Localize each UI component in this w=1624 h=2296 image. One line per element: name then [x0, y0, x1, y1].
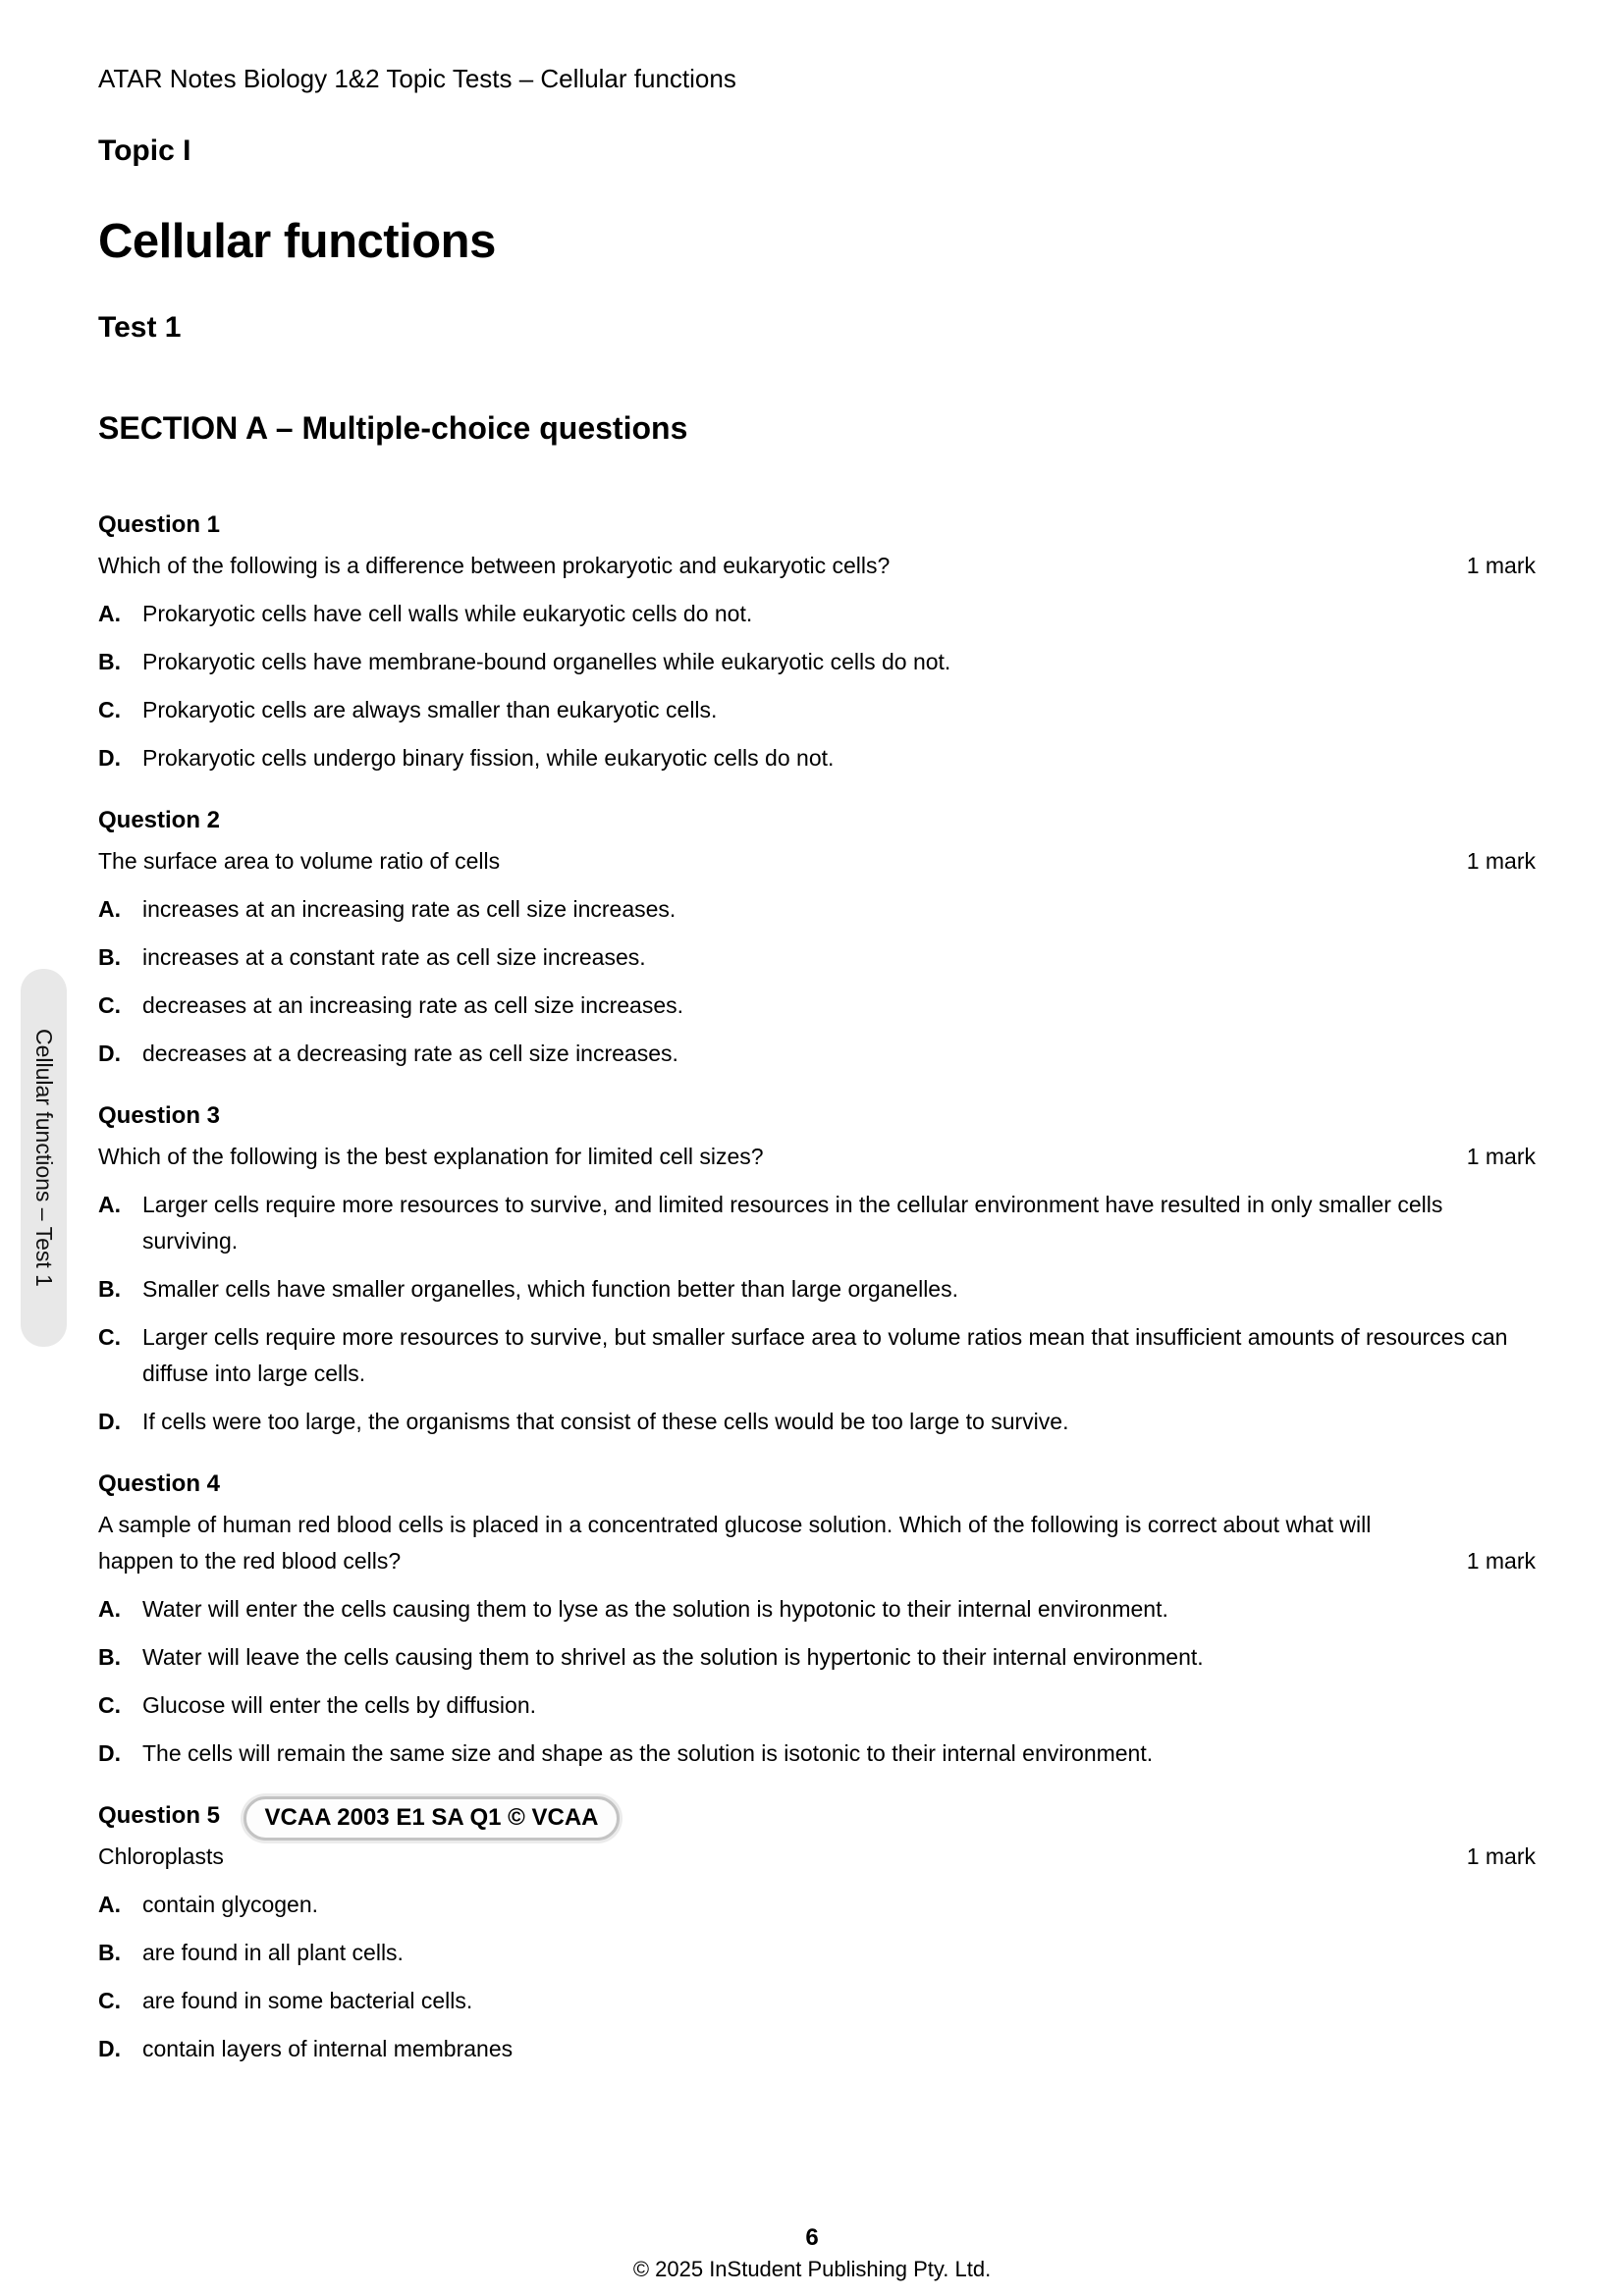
option-text: Water will enter the cells causing them to lyse as the solution is hypotonic to their internal environment.	[142, 1596, 1168, 1622]
section-heading: SECTION A – Multiple-choice questions	[98, 410, 688, 446]
option-text: contain glycogen.	[142, 1892, 319, 1917]
option-a	[98, 1887, 1536, 1923]
option-d	[98, 1735, 1536, 1772]
option-text: Prokaryotic cells have cell walls while eukaryotic cells do not.	[142, 601, 753, 626]
question-3-stem: Which of the following is the best explanation for limited cell sizes?	[98, 1144, 764, 1169]
copyright-line: © 2025 InStudent Publishing Pty. Ltd.	[632, 2257, 992, 2281]
option-d	[98, 1036, 1536, 1072]
option-letter: B.	[98, 944, 121, 970]
option-c	[98, 1983, 1536, 2019]
option-letter: C.	[98, 992, 121, 1018]
option-a	[98, 891, 1536, 928]
option-a	[98, 1187, 1536, 1259]
option-d	[98, 1404, 1536, 1440]
option-b	[98, 939, 1536, 976]
option-letter: D.	[98, 1740, 121, 1766]
page-title: Cellular functions	[98, 215, 496, 268]
option-text: decreases at an increasing rate as cell size increases.	[142, 992, 684, 1018]
option-c	[98, 988, 1536, 1024]
option-letter: A.	[98, 1892, 121, 1917]
question-1-stem: Which of the following is a difference between prokaryotic and eukaryotic cells?	[98, 553, 891, 578]
question-3-options	[98, 1187, 1536, 1440]
option-c	[98, 1319, 1536, 1392]
option-letter: D.	[98, 2036, 121, 2061]
question-5-marks: 1 mark	[1466, 1843, 1536, 1869]
topic-label: Topic I	[98, 134, 191, 167]
page-number: 6	[805, 2224, 819, 2251]
option-letter: D.	[98, 1041, 121, 1066]
option-text: Larger cells require more resources to survive, and limited resources in the cellular environment have resulted in only smaller cells surviving.	[142, 1192, 1443, 1254]
option-text: If cells were too large, the organisms that consist of these cells would be too large to survive.	[142, 1409, 1069, 1434]
page-footer	[0, 2224, 1624, 2282]
question-2-stem: The surface area to volume ratio of cells	[98, 848, 501, 874]
option-letter: A.	[98, 1192, 121, 1217]
option-text: Larger cells require more resources to survive, but smaller surface area to volume ratios mean that insufficient amounts of resources can diffuse into large cells.	[142, 1324, 1508, 1386]
option-text: decreases at a decreasing rate as cell size increases.	[142, 1041, 678, 1066]
question-2-options	[98, 891, 1536, 1072]
option-text: Prokaryotic cells undergo binary fission, while eukaryotic cells do not.	[142, 745, 835, 771]
running-head: ATAR Notes Biology 1&2 Topic Tests – Cellular functions	[98, 64, 736, 93]
option-letter: D.	[98, 745, 121, 771]
option-letter: A.	[98, 1596, 121, 1622]
question-4-marks: 1 mark	[1466, 1548, 1536, 1574]
question-5-block	[98, 1801, 1536, 2067]
question-1-label: Question 1	[98, 511, 221, 538]
question-5-label: Question 5	[98, 1802, 221, 1829]
option-d	[98, 740, 1536, 776]
option-a	[98, 596, 1536, 632]
option-b	[98, 1639, 1536, 1676]
option-text: increases at an increasing rate as cell size increases.	[142, 896, 677, 922]
question-4-label: Question 4	[98, 1470, 221, 1497]
option-letter: C.	[98, 1988, 121, 2013]
question-4-options	[98, 1591, 1536, 1772]
option-b	[98, 1271, 1536, 1308]
option-d	[98, 2031, 1536, 2067]
option-text: contain layers of internal membranes	[142, 2036, 514, 2061]
option-text: Prokaryotic cells are always smaller than eukaryotic cells.	[142, 697, 718, 722]
option-letter: C.	[98, 1324, 121, 1350]
side-tab-label: Cellular functions – Test 1	[31, 1029, 57, 1287]
source-badge: VCAA 2003 E1 SA Q1 © VCAA	[244, 1796, 619, 1841]
option-b	[98, 644, 1536, 680]
option-text: are found in all plant cells.	[142, 1940, 404, 1965]
question-1-marks: 1 mark	[1466, 553, 1536, 578]
option-letter: C.	[98, 697, 121, 722]
option-text: Glucose will enter the cells by diffusion.	[142, 1692, 536, 1718]
question-2-label: Question 2	[98, 807, 221, 833]
option-text: increases at a constant rate as cell size increases.	[142, 944, 646, 970]
option-c	[98, 692, 1536, 728]
option-text: Water will leave the cells causing them to shrivel as the solution is hypertonic to their internal environment.	[142, 1644, 1204, 1670]
question-3-marks: 1 mark	[1466, 1144, 1536, 1169]
option-a	[98, 1591, 1536, 1628]
option-letter: B.	[98, 649, 121, 674]
option-letter: B.	[98, 1940, 121, 1965]
option-letter: B.	[98, 1644, 121, 1670]
option-letter: D.	[98, 1409, 121, 1434]
option-text: Smaller cells have smaller organelles, which function better than large organelles.	[142, 1276, 958, 1302]
option-b	[98, 1935, 1536, 1971]
question-4-stem: A sample of human red blood cells is placed in a concentrated glucose solution. Which of the following is correct about what will happen to the red blood cells?	[98, 1512, 1372, 1574]
option-letter: A.	[98, 896, 121, 922]
option-text: Prokaryotic cells have membrane-bound organelles while eukaryotic cells do not.	[142, 649, 951, 674]
question-2-block	[98, 806, 1536, 1072]
question-2-marks: 1 mark	[1466, 848, 1536, 874]
question-1-block	[98, 510, 1536, 776]
option-letter: C.	[98, 1692, 121, 1718]
question-4-block	[98, 1469, 1536, 1772]
option-text: are found in some bacterial cells.	[142, 1988, 473, 2013]
test-label: Test 1	[98, 311, 182, 344]
question-1-options	[98, 596, 1536, 776]
option-letter: A.	[98, 601, 121, 626]
option-letter: B.	[98, 1276, 121, 1302]
question-3-block	[98, 1101, 1536, 1440]
question-5-stem: Chloroplasts	[98, 1843, 224, 1869]
question-5-options	[98, 1887, 1536, 2067]
option-text: The cells will remain the same size and shape as the solution is isotonic to their internal environment.	[142, 1740, 1154, 1766]
option-c	[98, 1687, 1536, 1724]
question-3-label: Question 3	[98, 1102, 221, 1129]
